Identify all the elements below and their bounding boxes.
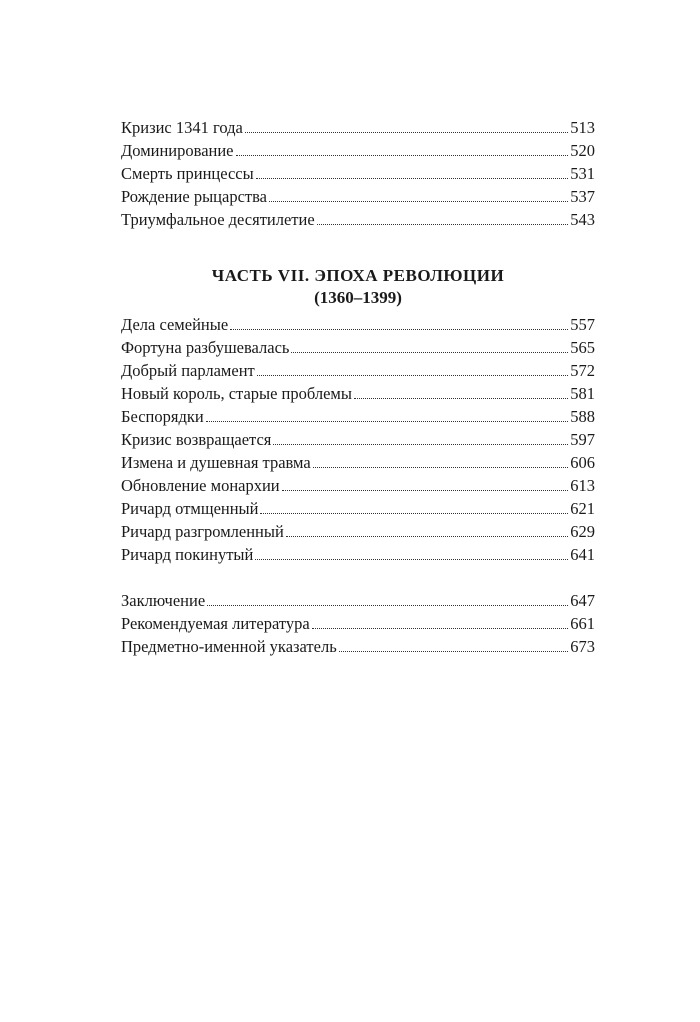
toc-leader-dots	[291, 352, 568, 353]
toc-entry	[121, 116, 595, 139]
toc-leader-dots	[282, 490, 569, 491]
toc-entry-page: 613	[570, 476, 595, 495]
toc-entry-title: Ричард отмщенный	[121, 499, 259, 518]
toc-entry-page: 572	[570, 361, 595, 380]
toc-leader-dots	[339, 651, 569, 652]
toc-entry-title: Смерть принцессы	[121, 164, 254, 183]
toc-entry	[121, 635, 595, 658]
toc-section-previous	[121, 116, 595, 231]
toc-entry-title: Беспорядки	[121, 407, 204, 426]
toc-entry-page: 588	[570, 407, 595, 426]
toc-entry	[121, 313, 595, 336]
toc-section-part-vii	[121, 313, 595, 566]
toc-leader-dots	[260, 513, 568, 514]
toc-entry	[121, 382, 595, 405]
toc-entry	[121, 208, 595, 231]
toc-entry-page: 621	[570, 499, 595, 518]
toc-entry-title: Кризис возвращается	[121, 430, 272, 449]
toc-entry-page: 606	[570, 453, 595, 472]
toc-entry-page: 597	[570, 430, 595, 449]
toc-entry-title: Заключение	[121, 591, 206, 610]
toc-entry-title: Доминирование	[121, 141, 234, 160]
toc-leader-dots	[312, 628, 569, 629]
toc-entry-page: 520	[570, 141, 595, 160]
toc-leader-dots	[257, 375, 569, 376]
toc-entry-title: Предметно-именной указатель	[121, 637, 337, 656]
toc-entry-title: Фортуна разбушевалась	[121, 338, 290, 357]
toc-entry	[121, 405, 595, 428]
toc-section-end-matter	[121, 589, 595, 658]
toc-entry-page: 647	[570, 591, 595, 610]
toc-leader-dots	[236, 155, 569, 156]
toc-entry	[121, 428, 595, 451]
toc-entry	[121, 589, 595, 612]
toc-entry-title: Кризис 1341 года	[121, 118, 243, 137]
toc-entry-title: Триумфальное десятилетие	[121, 210, 315, 229]
toc-leader-dots	[273, 444, 568, 445]
toc-entry-page: 543	[570, 210, 595, 229]
toc-leader-dots	[313, 467, 569, 468]
toc-entry	[121, 543, 595, 566]
toc-entry-title: Рекомендуемая литература	[121, 614, 310, 633]
toc-entry-title: Ричард разгромленный	[121, 522, 284, 541]
toc-leader-dots	[230, 329, 568, 330]
part-title: ЧАСТЬ VII. ЭПОХА РЕВОЛЮЦИИ	[211, 266, 505, 285]
toc-entry	[121, 520, 595, 543]
toc-entry-page: 537	[570, 187, 595, 206]
toc-entry-page: 513	[570, 118, 595, 137]
toc-entry-page: 641	[570, 545, 595, 564]
toc-entry-page: 673	[570, 637, 595, 656]
toc-entry-page: 531	[570, 164, 595, 183]
toc-entry	[121, 336, 595, 359]
toc-leader-dots	[286, 536, 568, 537]
toc-leader-dots	[245, 132, 568, 133]
toc-entry-title: Дела семейные	[121, 315, 229, 334]
toc-entry-title: Обновление монархии	[121, 476, 280, 495]
toc-entry-page: 565	[570, 338, 595, 357]
toc-entry	[121, 359, 595, 382]
toc-entry-title: Добрый парламент	[121, 361, 255, 380]
toc-entry	[121, 451, 595, 474]
toc-entry	[121, 612, 595, 635]
toc-entry	[121, 185, 595, 208]
toc-entry	[121, 162, 595, 185]
toc-entry-page: 661	[570, 614, 595, 633]
toc-entry	[121, 139, 595, 162]
section-spacer	[121, 566, 595, 589]
toc-leader-dots	[269, 201, 568, 202]
toc-leader-dots	[317, 224, 569, 225]
toc-entry-page: 629	[570, 522, 595, 541]
toc-leader-dots	[255, 559, 568, 560]
toc-leader-dots	[207, 605, 568, 606]
toc-entry-title: Новый король, старые проблемы	[121, 384, 352, 403]
part-heading	[121, 265, 595, 309]
toc-entry-title: Ричард покинутый	[121, 545, 254, 564]
toc-entry	[121, 474, 595, 497]
toc-leader-dots	[206, 421, 569, 422]
toc-entry-title: Измена и душевная травма	[121, 453, 311, 472]
toc-page	[121, 116, 595, 658]
toc-entry-title: Рождение рыцарства	[121, 187, 268, 206]
toc-entry-page: 581	[570, 384, 595, 403]
toc-entry	[121, 497, 595, 520]
part-years: (1360–1399)	[314, 288, 402, 307]
toc-leader-dots	[256, 178, 569, 179]
toc-entry-page: 557	[570, 315, 595, 334]
toc-leader-dots	[354, 398, 568, 399]
